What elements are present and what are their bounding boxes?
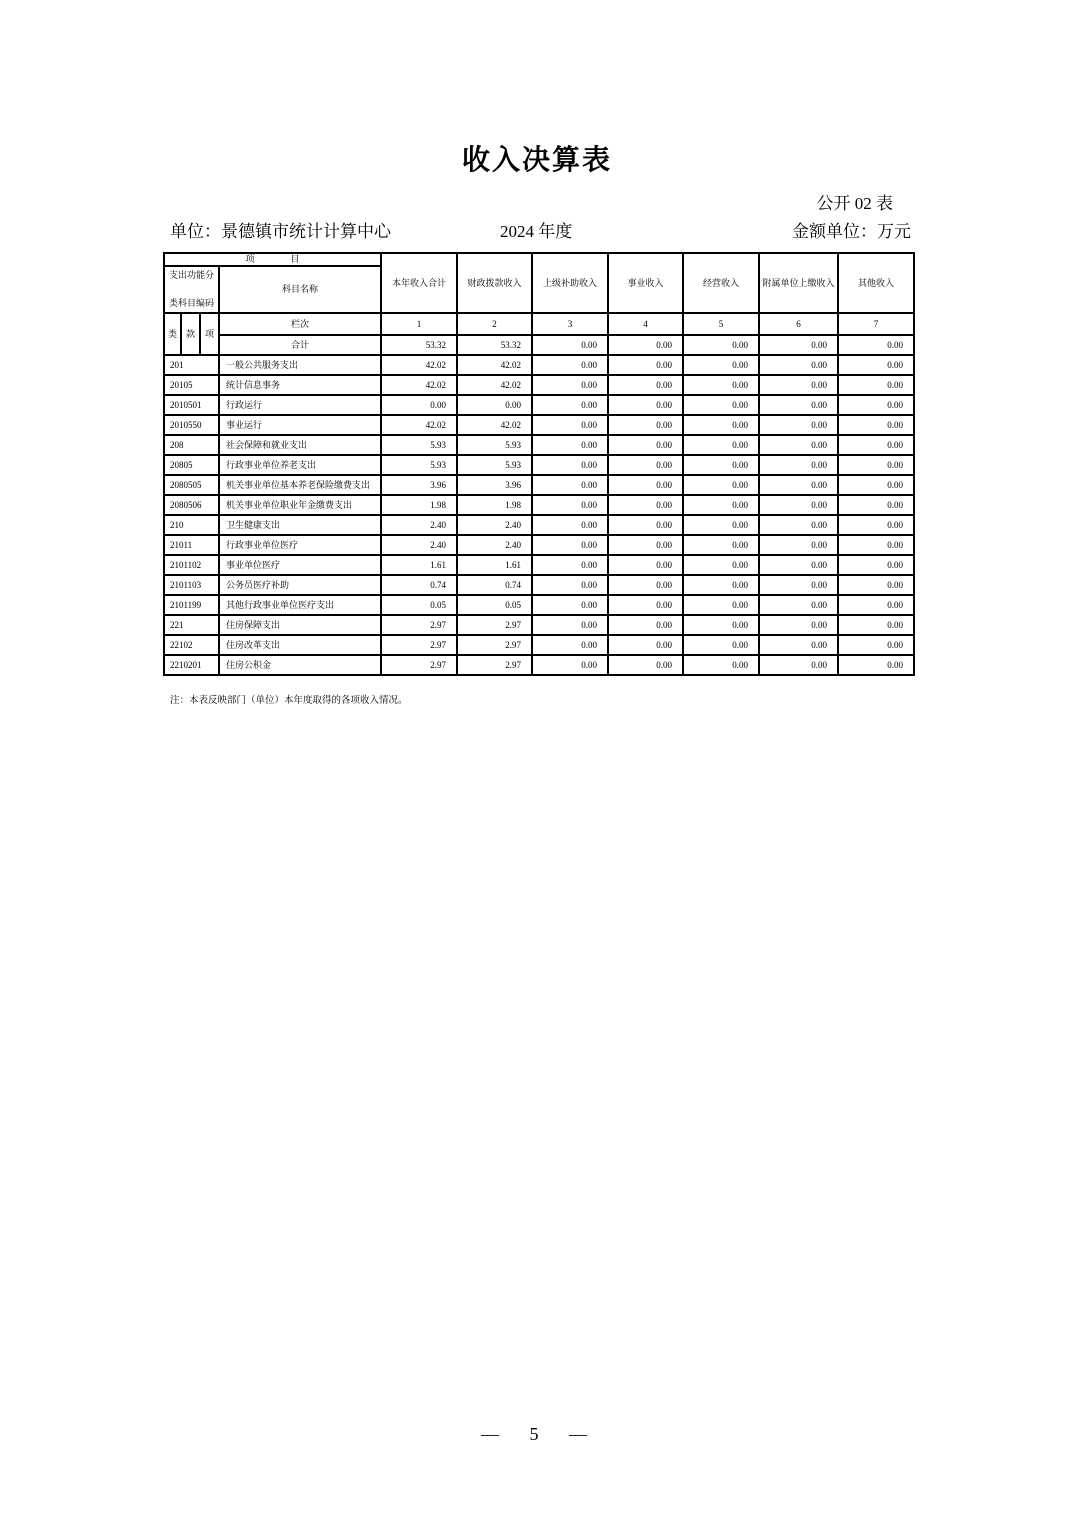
value-cell: 5.93 (381, 435, 457, 455)
total-label-cell: 合计 (219, 335, 381, 355)
table-row (164, 515, 914, 535)
value-cell: 2.97 (381, 635, 457, 655)
column-number-cell: 4 (608, 313, 683, 335)
fiscal-year-label: 2024 年度 (500, 222, 573, 241)
table-row (164, 395, 914, 415)
value-cell: 0.00 (683, 435, 759, 455)
amount-unit-label: 金额单位：万元 (792, 222, 911, 241)
value-cell: 0.00 (532, 535, 608, 555)
value-cell: 0.00 (759, 595, 838, 615)
subject-code-cell: 2101103 (164, 575, 219, 595)
value-cell: 0.00 (759, 475, 838, 495)
value-cell: 0.00 (683, 635, 759, 655)
value-cell: 0.00 (608, 475, 683, 495)
value-cell: 0.00 (532, 515, 608, 535)
value-cell: 0.00 (532, 375, 608, 395)
subject-name-cell: 卫生健康支出 (219, 515, 381, 535)
value-cell: 0.00 (608, 555, 683, 575)
unit-label: 单位：景德镇市统计计算中心 (170, 222, 391, 241)
table-row (164, 355, 914, 375)
value-cell: 0.00 (759, 575, 838, 595)
value-cell: 3.96 (457, 475, 532, 495)
total-value-cell: 0.00 (532, 335, 608, 355)
subject-name-cell: 住房改革支出 (219, 635, 381, 655)
value-cell: 0.00 (838, 575, 914, 595)
value-cell: 0.00 (608, 435, 683, 455)
value-cell: 0.00 (838, 495, 914, 515)
subject-name-cell: 社会保障和就业支出 (219, 435, 381, 455)
value-cell: 0.00 (683, 655, 759, 675)
value-cell: 0.00 (532, 415, 608, 435)
subject-name-cell: 一般公共服务支出 (219, 355, 381, 375)
subject-code-cell: 2010550 (164, 415, 219, 435)
code-label-cell (164, 266, 219, 313)
table-row (164, 435, 914, 455)
value-cell: 42.02 (457, 415, 532, 435)
value-cell: 2.97 (381, 615, 457, 635)
value-cell: 0.00 (683, 395, 759, 415)
value-cell: 0.00 (838, 535, 914, 555)
value-cell: 0.00 (608, 455, 683, 475)
value-cell: 0.00 (759, 355, 838, 375)
class-header: 类 (164, 313, 181, 355)
table-row (164, 455, 914, 475)
subject-name-cell: 统计信息事务 (219, 375, 381, 395)
page-number: — 5 — (481, 1424, 593, 1444)
table-row (164, 415, 914, 435)
table-row (164, 635, 914, 655)
value-cell: 2.40 (457, 535, 532, 555)
value-cell: 0.05 (381, 595, 457, 615)
subject-name-cell: 行政运行 (219, 395, 381, 415)
meta-line (163, 217, 913, 239)
value-cell: 0.00 (838, 615, 914, 635)
table-row (164, 475, 914, 495)
item-header: 项 (200, 313, 219, 355)
value-cell: 2.97 (457, 635, 532, 655)
subject-name-cell: 住房公积金 (219, 655, 381, 675)
value-cell: 0.00 (759, 535, 838, 555)
revenue-table (163, 252, 915, 676)
value-cell: 0.00 (608, 495, 683, 515)
table-row (164, 535, 914, 555)
value-cell: 1.61 (381, 555, 457, 575)
value-cell: 0.74 (457, 575, 532, 595)
lanci-header: 栏次 (219, 313, 381, 335)
subject-code-cell: 2080505 (164, 475, 219, 495)
value-cell: 0.00 (759, 455, 838, 475)
value-cell: 0.00 (532, 615, 608, 635)
page-title: 收入决算表 (461, 144, 612, 175)
value-cell: 0.00 (683, 415, 759, 435)
value-cell: 0.00 (838, 355, 914, 375)
value-cell: 0.00 (838, 655, 914, 675)
value-cell: 0.00 (683, 475, 759, 495)
value-cell: 0.05 (457, 595, 532, 615)
subject-code-cell: 20105 (164, 375, 219, 395)
subject-name-cell: 事业运行 (219, 415, 381, 435)
subject-name-cell: 机关事业单位基本养老保险缴费支出 (219, 475, 381, 495)
subject-name-cell: 事业单位医疗 (219, 555, 381, 575)
column-header: 经营收入 (683, 253, 759, 313)
table-row (164, 375, 914, 395)
value-cell: 0.00 (759, 655, 838, 675)
value-cell: 0.00 (683, 355, 759, 375)
value-cell: 1.98 (381, 495, 457, 515)
total-value-cell: 0.00 (683, 335, 759, 355)
subject-code-cell: 2101102 (164, 555, 219, 575)
value-cell: 2.40 (381, 515, 457, 535)
total-value-cell: 0.00 (608, 335, 683, 355)
value-cell: 42.02 (381, 375, 457, 395)
subject-code-cell: 2080506 (164, 495, 219, 515)
table-number-label: 公开 02 表 (816, 194, 893, 213)
value-cell: 0.00 (759, 415, 838, 435)
value-cell: 0.00 (683, 535, 759, 555)
value-cell: 0.00 (759, 395, 838, 415)
subject-code-cell: 210 (164, 515, 219, 535)
value-cell: 0.00 (838, 635, 914, 655)
value-cell: 3.96 (381, 475, 457, 495)
value-cell: 0.00 (608, 375, 683, 395)
value-cell: 0.00 (838, 435, 914, 455)
table-row (164, 655, 914, 675)
value-cell: 0.00 (608, 355, 683, 375)
value-cell: 0.00 (838, 395, 914, 415)
value-cell: 2.97 (457, 615, 532, 635)
subject-code-cell: 2010501 (164, 395, 219, 415)
total-value-cell: 53.32 (381, 335, 457, 355)
total-value-cell: 0.00 (838, 335, 914, 355)
subject-name-cell: 行政事业单位养老支出 (219, 455, 381, 475)
column-number-cell: 6 (759, 313, 838, 335)
value-cell: 1.61 (457, 555, 532, 575)
column-header: 财政拨款收入 (457, 253, 532, 313)
value-cell: 0.00 (532, 355, 608, 375)
subject-name-cell: 住房保障支出 (219, 615, 381, 635)
column-header: 本年收入合计 (381, 253, 457, 313)
subject-name-header: 科目名称 (219, 266, 381, 313)
value-cell: 42.02 (457, 355, 532, 375)
value-cell: 0.00 (532, 495, 608, 515)
value-cell: 0.00 (608, 535, 683, 555)
value-cell: 0.00 (759, 515, 838, 535)
column-number-cell: 7 (838, 313, 914, 335)
value-cell: 42.02 (457, 375, 532, 395)
value-cell: 0.00 (608, 415, 683, 435)
value-cell: 0.00 (532, 555, 608, 575)
value-cell: 5.93 (457, 455, 532, 475)
value-cell: 5.93 (381, 455, 457, 475)
value-cell: 0.00 (532, 635, 608, 655)
value-cell: 0.00 (532, 475, 608, 495)
value-cell: 0.00 (532, 655, 608, 675)
value-cell: 0.00 (683, 515, 759, 535)
value-cell: 2.97 (381, 655, 457, 675)
value-cell: 0.00 (381, 395, 457, 415)
table-row (164, 575, 914, 595)
value-cell: 0.00 (759, 635, 838, 655)
value-cell: 0.00 (838, 475, 914, 495)
header-row-lanci (164, 313, 914, 335)
value-cell: 0.00 (683, 595, 759, 615)
value-cell: 0.00 (532, 575, 608, 595)
value-cell: 0.00 (608, 595, 683, 615)
column-number-cell: 5 (683, 313, 759, 335)
table-row (164, 615, 914, 635)
column-header: 事业收入 (608, 253, 683, 313)
value-cell: 2.40 (381, 535, 457, 555)
subject-code-cell: 221 (164, 615, 219, 635)
value-cell: 0.00 (759, 435, 838, 455)
table-row (164, 495, 914, 515)
subject-code-cell: 20805 (164, 455, 219, 475)
value-cell: 0.00 (683, 455, 759, 475)
value-cell: 0.00 (608, 515, 683, 535)
subject-code-cell: 21011 (164, 535, 219, 555)
subject-name-cell: 公务员医疗补助 (219, 575, 381, 595)
subject-name-cell: 机关事业单位职业年金缴费支出 (219, 495, 381, 515)
value-cell: 0.74 (381, 575, 457, 595)
table-row (164, 555, 914, 575)
value-cell: 5.93 (457, 435, 532, 455)
value-cell: 0.00 (683, 555, 759, 575)
table-row (164, 595, 914, 615)
value-cell: 0.00 (838, 455, 914, 475)
value-cell: 0.00 (838, 375, 914, 395)
value-cell: 0.00 (759, 615, 838, 635)
column-number-cell: 2 (457, 313, 532, 335)
code-label-line2: 类科目编码 (169, 298, 215, 309)
value-cell: 0.00 (608, 655, 683, 675)
subject-code-cell: 208 (164, 435, 219, 455)
value-cell: 0.00 (759, 495, 838, 515)
subject-code-cell: 2210201 (164, 655, 219, 675)
total-value-cell: 0.00 (759, 335, 838, 355)
code-label-line1: 支出功能分 (169, 270, 215, 280)
value-cell: 42.02 (381, 355, 457, 375)
column-header: 其他收入 (838, 253, 914, 313)
section-header: 款 (181, 313, 200, 355)
project-header-cell: 项 目 (164, 253, 381, 266)
value-cell: 42.02 (381, 415, 457, 435)
value-cell: 0.00 (608, 615, 683, 635)
value-cell: 0.00 (532, 435, 608, 455)
column-header: 附属单位上缴收入 (759, 253, 838, 313)
value-cell: 1.98 (457, 495, 532, 515)
value-cell: 0.00 (838, 515, 914, 535)
total-row (164, 335, 914, 355)
header-row-project (164, 253, 914, 266)
subject-name-cell: 其他行政事业单位医疗支出 (219, 595, 381, 615)
revenue-table-wrap (163, 252, 913, 676)
value-cell: 0.00 (838, 595, 914, 615)
column-header: 上级补助收入 (532, 253, 608, 313)
table-body (164, 355, 914, 675)
subject-code-cell: 22102 (164, 635, 219, 655)
subject-code-cell: 2101199 (164, 595, 219, 615)
subject-name-cell: 行政事业单位医疗 (219, 535, 381, 555)
column-number-cell: 1 (381, 313, 457, 335)
value-cell: 0.00 (683, 615, 759, 635)
value-cell: 0.00 (683, 575, 759, 595)
value-cell: 0.00 (532, 595, 608, 615)
value-cell: 2.40 (457, 515, 532, 535)
value-cell: 0.00 (608, 575, 683, 595)
value-cell: 0.00 (683, 495, 759, 515)
value-cell: 0.00 (759, 375, 838, 395)
value-cell: 0.00 (759, 555, 838, 575)
value-cell: 0.00 (608, 395, 683, 415)
value-cell: 0.00 (838, 415, 914, 435)
subject-code-cell: 201 (164, 355, 219, 375)
total-value-cell: 53.32 (457, 335, 532, 355)
column-number-cell: 3 (532, 313, 608, 335)
value-cell: 0.00 (532, 395, 608, 415)
value-cell: 0.00 (838, 555, 914, 575)
value-cell: 0.00 (457, 395, 532, 415)
value-cell: 0.00 (608, 635, 683, 655)
footnote: 注：本表反映部门（单位）本年度取得的各项收入情况。 (170, 696, 408, 706)
value-cell: 0.00 (683, 375, 759, 395)
value-cell: 0.00 (532, 455, 608, 475)
value-cell: 2.97 (457, 655, 532, 675)
